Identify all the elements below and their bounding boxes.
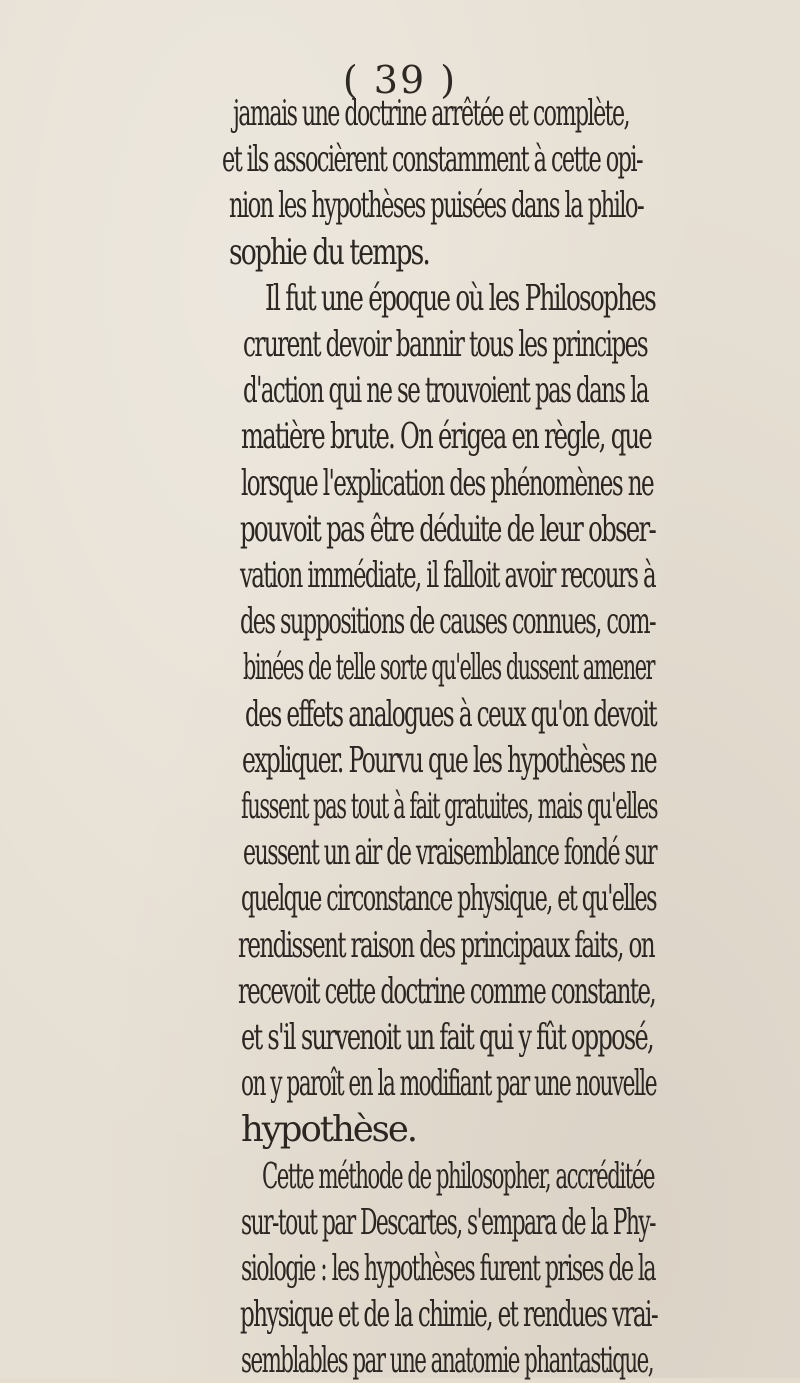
text-line: Il fut une époque où les Philosophes (265, 277, 655, 319)
text-line: vation immédiate, il falloit avoir recours à (240, 555, 655, 596)
text-line: siologie : les hypothèses furent prises de la (241, 1248, 655, 1289)
text-line: quelque circonstance physique, et qu'elles (241, 878, 656, 920)
text-line: expliquer. Pourvu que les hypothèses ne (242, 739, 656, 781)
text-line: hypothèse. (241, 1109, 416, 1151)
text-line: crurent devoir bannir tous les principes (243, 324, 647, 365)
text-line: pouvoit pas être déduite de leur obser- (240, 508, 655, 550)
text-line: binées de telle sorte qu'elles dussent amener (243, 647, 654, 689)
text-line: et s'il survenoit un fait qui y fût opposé, (241, 1017, 653, 1058)
text-line: des suppositions de causes connues, com- (240, 601, 655, 643)
text-line: Cette méthode de philosopher, accréditée (262, 1155, 654, 1197)
text-line: eussent un air de vraisemblance fondé sur (243, 832, 656, 874)
text-line: jamais une doctrine arrêtée et complète, (233, 93, 629, 134)
page-number: ( 39 ) (342, 58, 458, 102)
text-line: rendissent raison des principaux faits, on (238, 924, 654, 966)
text-line: physique et de la chimie, et rendues vrai- (240, 1294, 657, 1336)
text-line: sur-tout par Descartes, s'empara de la Phy- (241, 1201, 655, 1243)
text-line: nion les hypothèses puisées dans la philo- (229, 185, 643, 227)
text-line: lorsque l'explication des phénomènes ne (241, 462, 653, 504)
text-line: d'action qui ne se trouvoient pas dans la (243, 370, 648, 412)
text-line: matière brute. On érigea en règle, que (241, 416, 651, 458)
text-line: sophie du temps. (229, 231, 429, 273)
text-line: on y paroît en la modifiant par une nouvelle (241, 1063, 656, 1105)
text-line: des effets analogues à ceux qu'on devoit (245, 693, 656, 735)
text-line: et ils associèrent constamment à cette opi- (222, 139, 642, 181)
text-line: fussent pas tout à fait gratuites, mais qu'elles (241, 786, 657, 827)
text-line: semblables par une anatomie phantastique, (241, 1340, 653, 1382)
text-line: recevoit cette doctrine comme constante, (238, 970, 655, 1012)
